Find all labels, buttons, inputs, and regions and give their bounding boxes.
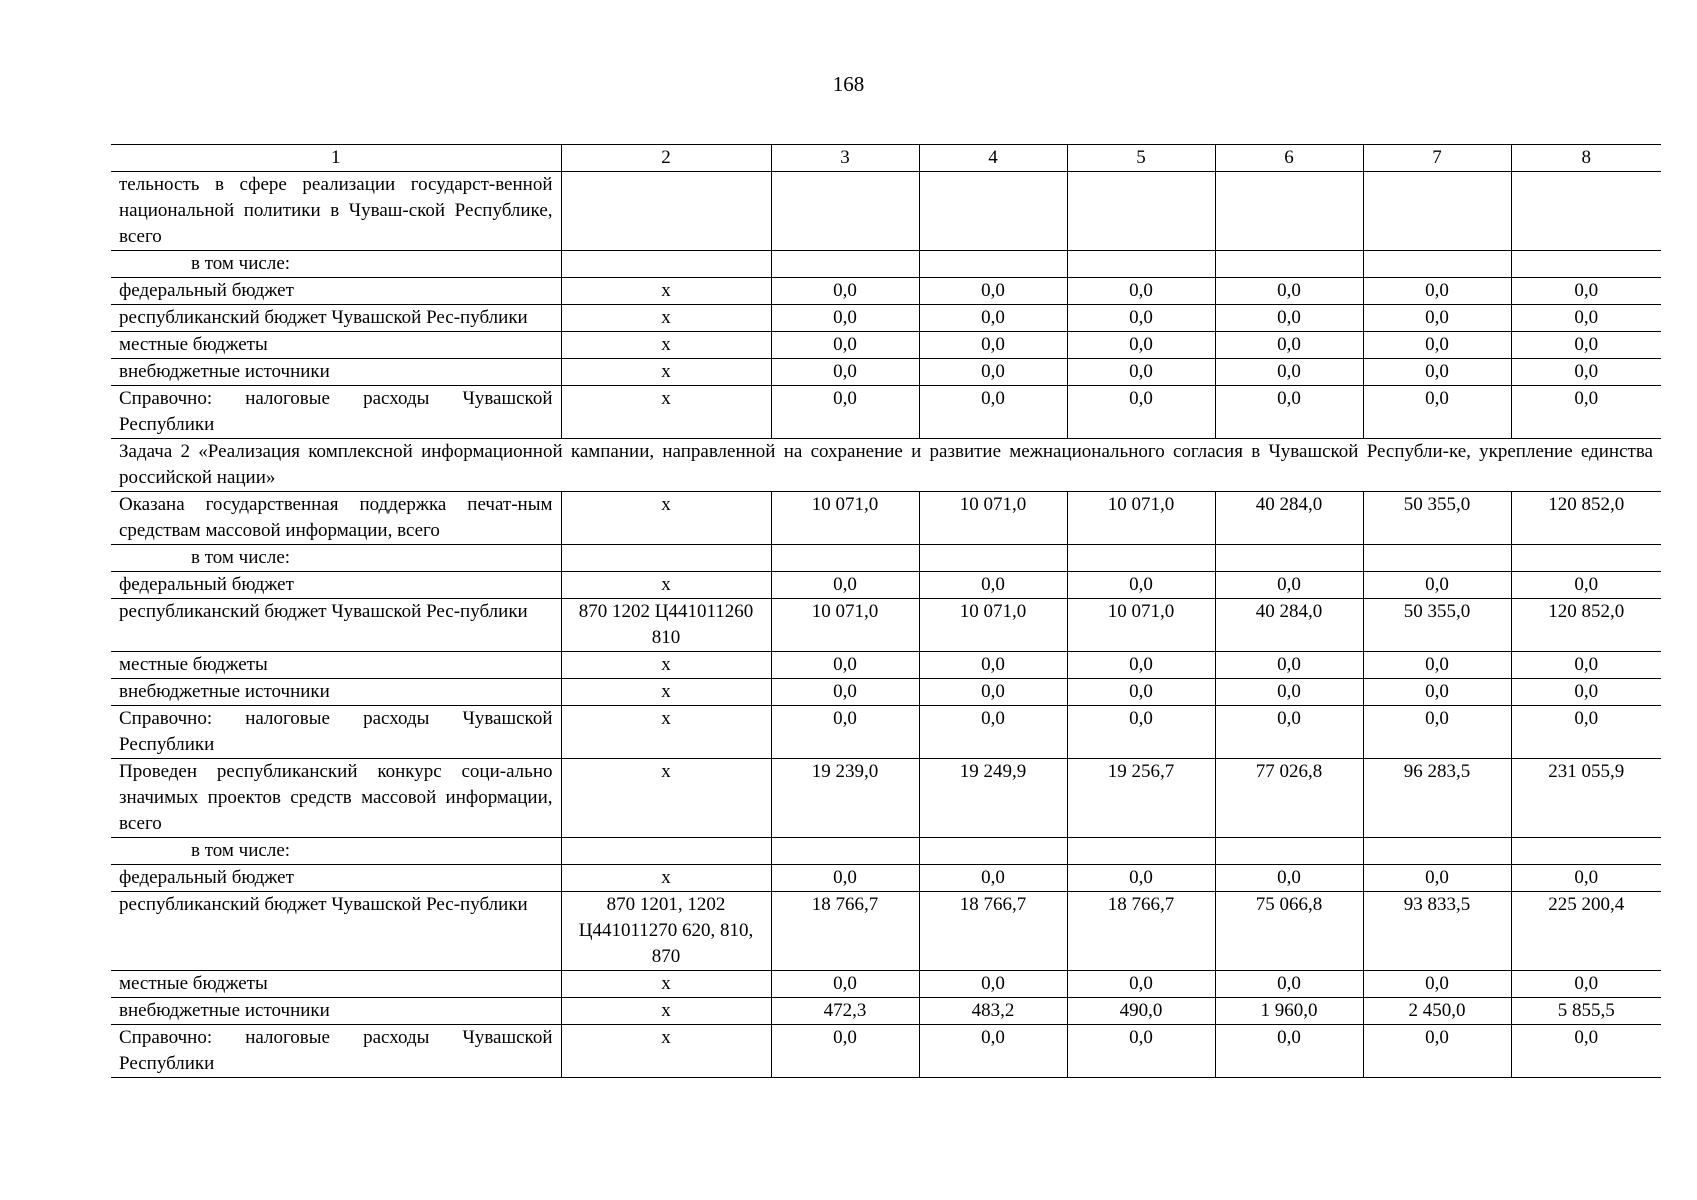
- subheading-row: [111, 545, 1661, 572]
- value-cell: [919, 172, 1067, 251]
- budget-code: х: [561, 278, 771, 305]
- row-label: в том числе:: [111, 545, 561, 572]
- value-cell: 77 026,8: [1215, 759, 1363, 838]
- value-cell: [1067, 172, 1215, 251]
- empty-cell: [771, 251, 919, 278]
- value-cell: 18 766,7: [771, 892, 919, 971]
- value-cell: 0,0: [1363, 706, 1511, 759]
- value-cell: 40 284,0: [1215, 599, 1363, 652]
- value-cell: 10 071,0: [919, 599, 1067, 652]
- value-cell: 0,0: [1215, 1025, 1363, 1078]
- value-cell: 75 066,8: [1215, 892, 1363, 971]
- row-label: республиканский бюджет Чувашской Рес-публики: [111, 892, 561, 971]
- table-row: [111, 892, 1661, 971]
- value-cell: 490,0: [1067, 998, 1215, 1025]
- empty-cell: [919, 838, 1067, 865]
- header-cell: 4: [919, 145, 1067, 172]
- value-cell: 0,0: [1067, 1025, 1215, 1078]
- value-cell: 0,0: [919, 865, 1067, 892]
- value-cell: 10 071,0: [771, 599, 919, 652]
- row-label: внебюджетные источники: [111, 359, 561, 386]
- value-cell: 19 239,0: [771, 759, 919, 838]
- row-label: Оказана государственная поддержка печат-ным средствам массовой информации, всего: [111, 492, 561, 545]
- table-row: [111, 998, 1661, 1025]
- value-cell: 0,0: [1363, 359, 1511, 386]
- empty-cell: [1067, 251, 1215, 278]
- header-cell: 7: [1363, 145, 1511, 172]
- page-number: 168: [832, 72, 865, 96]
- table-row: [111, 971, 1661, 998]
- header-cell: 5: [1067, 145, 1215, 172]
- value-cell: 0,0: [1511, 706, 1661, 759]
- value-cell: 0,0: [919, 1025, 1067, 1078]
- value-cell: 19 249,9: [919, 759, 1067, 838]
- budget-code: х: [561, 759, 771, 838]
- header-cell: 3: [771, 145, 919, 172]
- value-cell: 96 283,5: [1363, 759, 1511, 838]
- value-cell: 0,0: [1511, 865, 1661, 892]
- table-row: [111, 652, 1661, 679]
- value-cell: 0,0: [919, 971, 1067, 998]
- budget-code: х: [561, 998, 771, 1025]
- budget-code: х: [561, 492, 771, 545]
- value-cell: 0,0: [1363, 652, 1511, 679]
- row-label: внебюджетные источники: [111, 679, 561, 706]
- budget-code: х: [561, 652, 771, 679]
- empty-cell: [1511, 251, 1661, 278]
- budget-code: х: [561, 971, 771, 998]
- value-cell: 0,0: [771, 706, 919, 759]
- value-cell: 0,0: [919, 652, 1067, 679]
- value-cell: 0,0: [1067, 652, 1215, 679]
- table-row: [111, 1025, 1661, 1078]
- value-cell: [1511, 172, 1661, 251]
- budget-code: х: [561, 359, 771, 386]
- task-heading: Задача 2 «Реализация комплексной информационной кампании, направленной на сохранение и развитие межнационального согласия в Чувашской Республи-ке, укрепление единства российской нации»: [111, 439, 1661, 492]
- value-cell: 0,0: [1067, 679, 1215, 706]
- value-cell: 0,0: [1215, 572, 1363, 599]
- value-cell: 0,0: [771, 865, 919, 892]
- value-cell: 225 200,4: [1511, 892, 1661, 971]
- value-cell: 0,0: [771, 332, 919, 359]
- value-cell: 2 450,0: [1363, 998, 1511, 1025]
- header-cell: 8: [1511, 145, 1661, 172]
- value-cell: 0,0: [771, 386, 919, 439]
- empty-cell: [1363, 545, 1511, 572]
- empty-cell: [1215, 251, 1363, 278]
- table-row: [111, 359, 1661, 386]
- value-cell: 0,0: [1067, 278, 1215, 305]
- value-cell: 0,0: [1067, 386, 1215, 439]
- empty-cell: [1067, 838, 1215, 865]
- table-row: [111, 759, 1661, 838]
- empty-cell: [1511, 545, 1661, 572]
- value-cell: 0,0: [1511, 679, 1661, 706]
- value-cell: 0,0: [1215, 386, 1363, 439]
- value-cell: 0,0: [771, 1025, 919, 1078]
- subheading-row: [111, 838, 1661, 865]
- empty-cell: [561, 838, 771, 865]
- value-cell: 0,0: [919, 679, 1067, 706]
- value-cell: 120 852,0: [1511, 599, 1661, 652]
- value-cell: 0,0: [1363, 332, 1511, 359]
- row-label: местные бюджеты: [111, 971, 561, 998]
- value-cell: 0,0: [1511, 572, 1661, 599]
- value-cell: 0,0: [1363, 679, 1511, 706]
- value-cell: 0,0: [1511, 971, 1661, 998]
- table-row: [111, 305, 1661, 332]
- row-label: Справочно: налоговые расходы Чувашской Республики: [111, 706, 561, 759]
- value-cell: 50 355,0: [1363, 492, 1511, 545]
- table-row: [111, 572, 1661, 599]
- value-cell: 0,0: [1215, 679, 1363, 706]
- value-cell: 0,0: [771, 572, 919, 599]
- value-cell: 231 055,9: [1511, 759, 1661, 838]
- value-cell: 0,0: [1215, 706, 1363, 759]
- row-label: Справочно: налоговые расходы Чувашской Республики: [111, 1025, 561, 1078]
- value-cell: 483,2: [919, 998, 1067, 1025]
- value-cell: 18 766,7: [1067, 892, 1215, 971]
- value-cell: 10 071,0: [1067, 492, 1215, 545]
- table-row: [111, 386, 1661, 439]
- value-cell: 0,0: [771, 679, 919, 706]
- row-label: федеральный бюджет: [111, 865, 561, 892]
- budget-code: 870 1202 Ц441011260 810: [561, 599, 771, 652]
- table-row: [111, 492, 1661, 545]
- row-label: тельность в сфере реализации государст-венной национальной политики в Чуваш-ской Республике, всего: [111, 172, 561, 251]
- row-label: Справочно: налоговые расходы Чувашской Республики: [111, 386, 561, 439]
- empty-cell: [561, 545, 771, 572]
- header-cell: 1: [111, 145, 561, 172]
- budget-code: х: [561, 706, 771, 759]
- value-cell: 50 355,0: [1363, 599, 1511, 652]
- table-row: [111, 706, 1661, 759]
- value-cell: 10 071,0: [919, 492, 1067, 545]
- budget-code: х: [561, 865, 771, 892]
- empty-cell: [1511, 838, 1661, 865]
- value-cell: 0,0: [919, 278, 1067, 305]
- budget-code: х: [561, 305, 771, 332]
- table-row: [111, 679, 1661, 706]
- table-row: [111, 865, 1661, 892]
- row-label: федеральный бюджет: [111, 572, 561, 599]
- value-cell: 0,0: [1215, 865, 1363, 892]
- budget-code: х: [561, 332, 771, 359]
- value-cell: 0,0: [1067, 706, 1215, 759]
- value-cell: 0,0: [1215, 278, 1363, 305]
- value-cell: 0,0: [1215, 359, 1363, 386]
- value-cell: 10 071,0: [771, 492, 919, 545]
- row-label: федеральный бюджет: [111, 278, 561, 305]
- value-cell: 18 766,7: [919, 892, 1067, 971]
- value-cell: 93 833,5: [1363, 892, 1511, 971]
- header-row: [111, 145, 1661, 172]
- value-cell: 0,0: [1067, 971, 1215, 998]
- empty-cell: [771, 545, 919, 572]
- empty-cell: [1363, 251, 1511, 278]
- value-cell: 1 960,0: [1215, 998, 1363, 1025]
- empty-cell: [561, 251, 771, 278]
- value-cell: 0,0: [1363, 865, 1511, 892]
- value-cell: 120 852,0: [1511, 492, 1661, 545]
- empty-cell: [771, 838, 919, 865]
- task-heading-row: [111, 439, 1661, 492]
- row-label: республиканский бюджет Чувашской Рес-публики: [111, 599, 561, 652]
- value-cell: 0,0: [771, 278, 919, 305]
- table-body: [111, 145, 1661, 1078]
- row-label: местные бюджеты: [111, 332, 561, 359]
- value-cell: 0,0: [919, 332, 1067, 359]
- value-cell: 0,0: [919, 706, 1067, 759]
- empty-cell: [1363, 838, 1511, 865]
- value-cell: 472,3: [771, 998, 919, 1025]
- value-cell: 19 256,7: [1067, 759, 1215, 838]
- row-label: в том числе:: [111, 838, 561, 865]
- row-label: республиканский бюджет Чувашской Рес-публики: [111, 305, 561, 332]
- empty-cell: [1215, 545, 1363, 572]
- value-cell: 0,0: [1067, 865, 1215, 892]
- value-cell: 0,0: [1363, 971, 1511, 998]
- value-cell: 0,0: [1067, 359, 1215, 386]
- value-cell: 0,0: [1511, 305, 1661, 332]
- value-cell: 0,0: [1511, 652, 1661, 679]
- value-cell: 40 284,0: [1215, 492, 1363, 545]
- value-cell: 10 071,0: [1067, 599, 1215, 652]
- value-cell: 0,0: [1067, 305, 1215, 332]
- value-cell: [771, 172, 919, 251]
- value-cell: 0,0: [771, 359, 919, 386]
- value-cell: 0,0: [1067, 572, 1215, 599]
- row-label: местные бюджеты: [111, 652, 561, 679]
- value-cell: 5 855,5: [1511, 998, 1661, 1025]
- value-cell: 0,0: [1511, 1025, 1661, 1078]
- empty-cell: [919, 251, 1067, 278]
- empty-cell: [1215, 838, 1363, 865]
- value-cell: 0,0: [1363, 386, 1511, 439]
- value-cell: 0,0: [1363, 278, 1511, 305]
- table-row: [111, 278, 1661, 305]
- table-row: [111, 332, 1661, 359]
- value-cell: 0,0: [771, 305, 919, 332]
- value-cell: 0,0: [919, 386, 1067, 439]
- value-cell: 0,0: [1215, 332, 1363, 359]
- budget-code: х: [561, 572, 771, 599]
- value-cell: 0,0: [1215, 305, 1363, 332]
- value-cell: 0,0: [1215, 652, 1363, 679]
- value-cell: 0,0: [919, 305, 1067, 332]
- value-cell: 0,0: [771, 971, 919, 998]
- budget-code: 870 1201, 1202 Ц441011270 620, 810, 870: [561, 892, 771, 971]
- value-cell: 0,0: [919, 359, 1067, 386]
- value-cell: [1363, 172, 1511, 251]
- header-cell: 6: [1215, 145, 1363, 172]
- budget-code: х: [561, 1025, 771, 1078]
- empty-cell: [1067, 545, 1215, 572]
- value-cell: 0,0: [1067, 332, 1215, 359]
- value-cell: 0,0: [1511, 278, 1661, 305]
- value-cell: 0,0: [1215, 971, 1363, 998]
- value-cell: 0,0: [1363, 572, 1511, 599]
- value-cell: 0,0: [1363, 1025, 1511, 1078]
- header-cell: 2: [561, 145, 771, 172]
- value-cell: 0,0: [919, 572, 1067, 599]
- budget-code: х: [561, 679, 771, 706]
- table-row: [111, 172, 1661, 251]
- value-cell: 0,0: [771, 652, 919, 679]
- row-label: внебюджетные источники: [111, 998, 561, 1025]
- value-cell: [1215, 172, 1363, 251]
- row-label: в том числе:: [111, 251, 561, 278]
- value-cell: 0,0: [1511, 359, 1661, 386]
- budget-table: [111, 144, 1661, 1078]
- budget-code: [561, 172, 771, 251]
- value-cell: 0,0: [1511, 386, 1661, 439]
- row-label: Проведен республиканский конкурс соци-ально значимых проектов средств массовой информации, всего: [111, 759, 561, 838]
- table-row: [111, 599, 1661, 652]
- subheading-row: [111, 251, 1661, 278]
- value-cell: 0,0: [1511, 332, 1661, 359]
- value-cell: 0,0: [1363, 305, 1511, 332]
- empty-cell: [919, 545, 1067, 572]
- budget-code: х: [561, 386, 771, 439]
